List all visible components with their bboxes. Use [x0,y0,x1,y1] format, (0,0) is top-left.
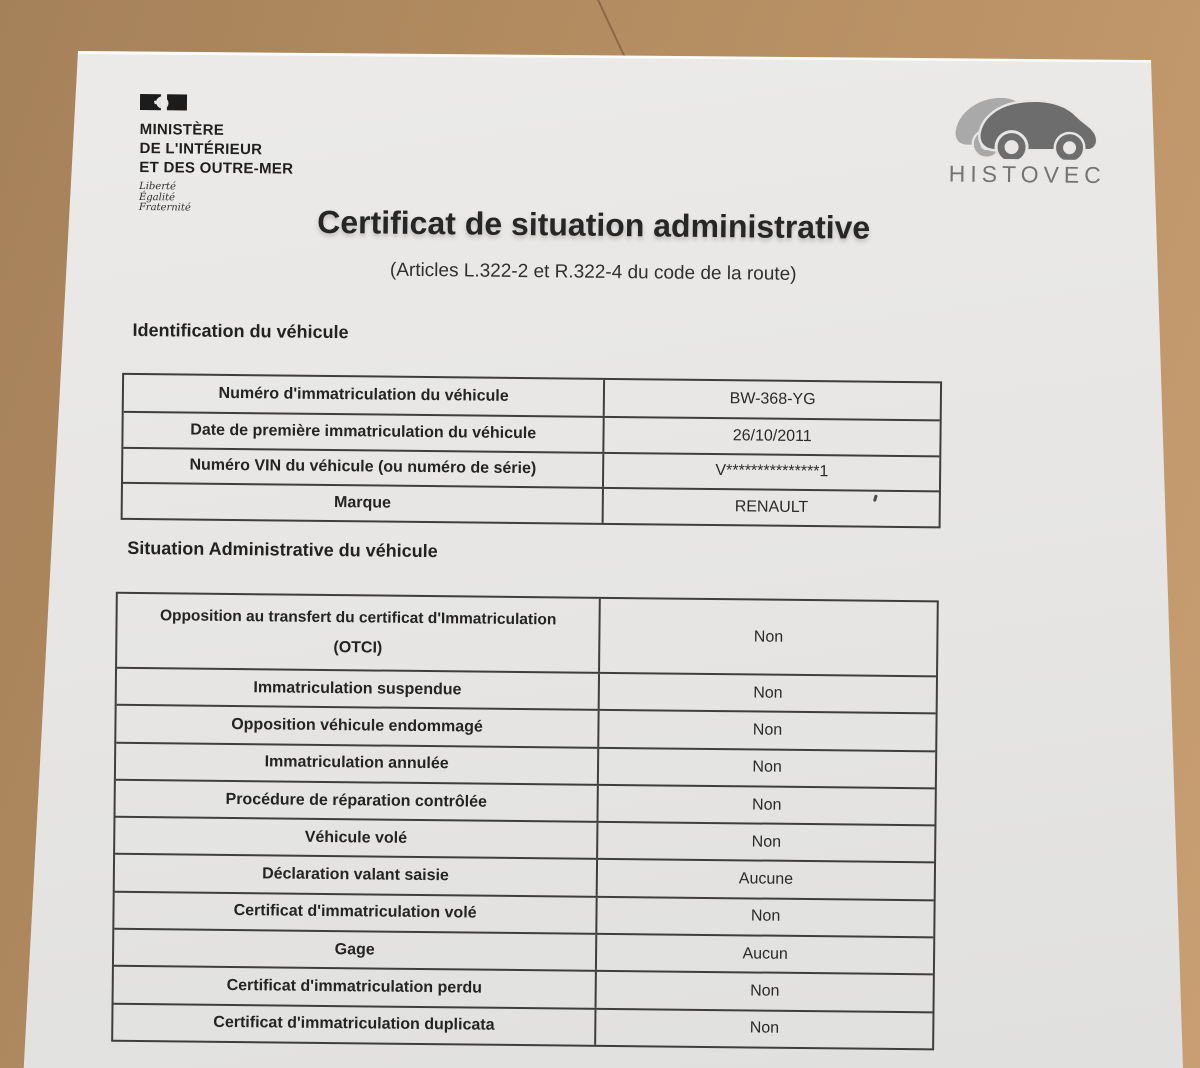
row-label [113,1004,597,1044]
row-label-text: Opposition au transfert du certificat d'Immatriculation [159,606,557,628]
row-label [116,781,600,821]
row-label-text: Opposition véhicule endommagé [231,715,483,736]
section-heading-identification: Identification du véhicule [132,319,349,343]
row-label-text-2: (OTCI) [333,638,383,657]
motto-egalite: Égalité [138,191,176,203]
ministry-header [139,93,294,215]
row-value: Non [750,982,780,1000]
row-label-text: Gage [334,940,375,959]
situation-table [111,592,939,1051]
french-government-logo-icon [140,93,190,112]
row-label [117,669,601,709]
row-label [116,706,600,746]
section-heading-situation: Situation Administrative du véhicule [127,537,438,562]
row-value: Non [749,1019,780,1038]
row-label [114,967,598,1007]
row-label [124,375,606,416]
row-value: Aucune [738,870,794,889]
row-value: RENAULT [734,498,809,517]
identification-table [121,373,942,529]
row-label-text: Certificat d'immatriculation duplicata [213,1014,495,1035]
row-value: Non [751,833,782,851]
histovec-logo [937,94,1118,189]
row-label [114,893,598,933]
row-label-text: Immatriculation annulée [264,753,449,773]
row-value: Non [753,627,784,646]
row-label [123,448,605,487]
row-value: Non [752,721,783,739]
row-label-text: Véhicule volé [304,828,408,847]
document-title: Certificat de situation administrative [317,203,871,246]
car-icon [951,95,1104,161]
motto-liberte: Liberté [139,180,177,193]
motto-fraternite: Fraternité [138,201,191,214]
table-row [117,594,937,676]
row-value: Non [751,795,782,814]
ministry-line-2: DE L'INTÉRIEUR [139,139,263,159]
row-label-text: Numéro d'immatriculation du véhicule [218,384,509,405]
row-label-text: Certificat d'immatriculation perdu [226,976,483,997]
row-value: BW-368-YG [729,390,816,408]
row-label [123,484,605,523]
row-value: Non [750,907,781,926]
row-label [117,594,601,672]
row-label [115,855,599,895]
row-label-text: Numéro VIN du véhicule (ou numéro de série) [189,457,537,478]
ministry-line-1: MINISTÈRE [139,120,225,139]
row-label-text: Procédure de réparation contrôlée [225,790,488,811]
row-label-text: Marque [333,494,392,512]
row-label-text: Déclaration valant saisie [262,865,449,885]
histovec-wordmark: HISTOVEC [948,160,1106,189]
row-value: V***************1 [715,462,829,481]
row-label-text: Date de première immatriculation du véhicule [190,421,537,442]
row-label [123,413,605,452]
row-label-text: Certificat d'immatriculation volé [233,902,477,922]
row-label [114,930,598,970]
row-value: Non [752,758,782,776]
row-label [116,743,600,783]
row-value: Aucun [742,945,788,963]
document-subtitle: (Articles L.322-2 et R.322-4 du code de la route) [389,259,797,285]
row-label [115,818,599,858]
row-label-text: Immatriculation suspendue [253,678,462,699]
row-value: 26/10/2011 [732,426,812,445]
ministry-line-3: ET DES OUTRE-MER [139,158,294,178]
row-value: Non [753,684,783,702]
